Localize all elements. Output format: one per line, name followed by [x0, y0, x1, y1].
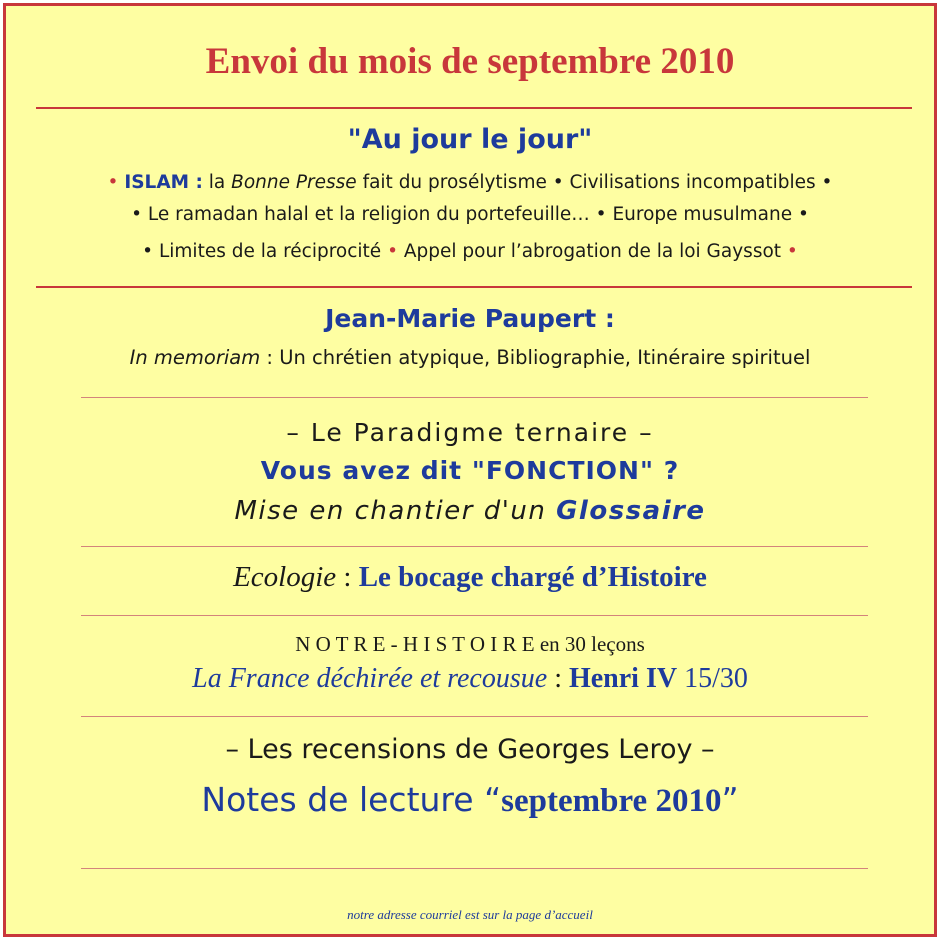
bonne-presse-text[interactable]: Bonne Presse — [231, 172, 357, 193]
memoriam-label: In memoriam — [129, 346, 261, 369]
text: la — [202, 172, 232, 193]
notes-de-lecture-link[interactable] — [6, 780, 934, 820]
paradigme-title[interactable] — [6, 418, 934, 447]
divider — [81, 397, 868, 398]
page-title-text: Envoi du mois de septembre 2010 — [205, 41, 735, 82]
au-jour-title-text: "Au jour le jour" — [347, 124, 593, 155]
divider — [81, 868, 868, 869]
histoire-suffix: en 30 leçons — [534, 632, 645, 656]
memoriam-text: : Un chrétien atypique, Bibliographie, Itinéraire spirituel — [260, 346, 811, 369]
ecologie-line[interactable] — [6, 561, 934, 594]
page-frame — [3, 3, 937, 937]
footer-note[interactable] — [6, 907, 934, 923]
lesson-count: 15/30 — [677, 663, 748, 694]
glossaire-line[interactable] — [6, 496, 934, 526]
islam-link[interactable]: ISLAM : — [124, 172, 203, 193]
henri-iv-link[interactable] — [6, 663, 934, 695]
fonction-text: Vous avez dit "FONCTION" ? — [260, 456, 680, 485]
bullet: • — [786, 241, 798, 262]
notre-histoire-label: N O T R E - H I S T O I R E — [295, 632, 535, 656]
paupert-memoriam[interactable] — [6, 346, 934, 369]
ramadan-link[interactable]: Le ramadan halal et la religion du portefeuille… — [141, 204, 596, 225]
europe-link[interactable]: Europe musulmane — [606, 204, 798, 225]
au-jour-title[interactable] — [6, 124, 934, 155]
fonction-link[interactable] — [6, 456, 934, 485]
histoire-label-line — [6, 632, 934, 657]
bullet: • — [107, 172, 119, 193]
divider — [81, 615, 868, 616]
bullet: • — [798, 204, 809, 225]
recensions-title — [6, 734, 934, 765]
bullet: • — [821, 172, 833, 193]
paupert-title[interactable] — [6, 304, 934, 333]
footer-note-text: notre adresse courriel est sur la page d’accueil — [347, 907, 593, 922]
divider — [36, 286, 912, 288]
france-subtitle: La France déchirée et recousue — [192, 663, 548, 694]
notes-suffix: ” — [721, 780, 739, 819]
glossaire-link[interactable]: Glossaire — [556, 496, 706, 526]
civilisations-link[interactable]: Civilisations incompatibles — [563, 172, 822, 193]
notes-month: septembre 2010 — [501, 783, 722, 819]
glossaire-prefix: Mise en chantier d'un — [234, 496, 557, 526]
king-name: Henri IV — [568, 663, 678, 694]
paupert-title-text: Jean-Marie Paupert : — [325, 304, 615, 333]
gayssot-link[interactable]: Appel pour l’abrogation de la loi Gayssot — [398, 241, 787, 262]
ecologie-label: Ecologie — [233, 561, 337, 593]
separator: : — [336, 561, 359, 593]
reciprocite-link[interactable]: Limites de la réciprocité — [153, 241, 388, 262]
bocage-link[interactable]: Le bocage chargé d’Histoire — [358, 561, 707, 593]
divider — [81, 716, 868, 717]
divider — [36, 107, 912, 109]
bullet: • — [595, 204, 607, 225]
separator: : — [547, 663, 569, 694]
paradigme-title-text: – Le Paradigme ternaire – — [286, 418, 654, 447]
bullet: • — [131, 204, 142, 225]
bullet: • — [387, 241, 398, 262]
proselytisme-link[interactable]: fait du prosélytisme — [356, 172, 553, 193]
au-jour-line-1 — [6, 172, 934, 193]
au-jour-line-3 — [6, 241, 934, 262]
divider — [81, 546, 868, 547]
recensions-title-text: – Les recensions de Georges Leroy – — [225, 734, 715, 765]
bullet: • — [142, 241, 154, 262]
notes-prefix: Notes de lecture “ — [201, 780, 502, 819]
page-title — [6, 40, 934, 83]
au-jour-line-2 — [6, 204, 934, 225]
bullet: • — [552, 172, 564, 193]
